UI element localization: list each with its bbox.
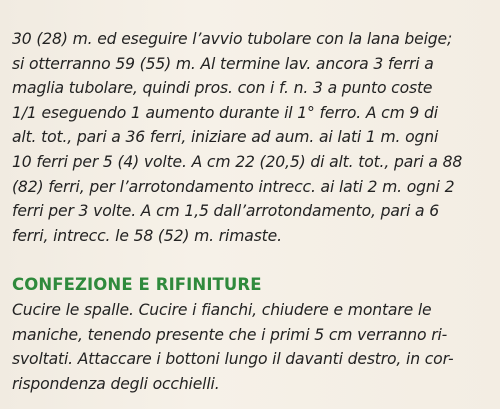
- text-line: alt. tot., pari a 36 ferri, iniziare ad aum. ai lati 1 m. ogni: [12, 128, 439, 147]
- text-line: maglia tubolare, quindi pros. con i f. n. 3 a punto coste: [12, 79, 433, 98]
- text-line: Cucire le spalle. Cucire i fianchi, chiudere e montare le: [12, 301, 432, 319]
- text-line: maniche, tenendo presente che i primi 5 cm verranno ri-: [12, 325, 448, 344]
- text-line: ferri per 3 volte. A cm 1,5 dall’arrotondamento, pari a 6: [12, 202, 440, 221]
- instructions-paragraph: [12, 27, 494, 248]
- text-line: 1/1 eseguendo 1 aumento durante il 1° ferro. A cm 9 di: [12, 103, 438, 122]
- text-line: si otterranno 59 (55) m. Al termine lav. ancora 3 ferri a: [12, 54, 434, 73]
- text-line: rispondenza degli occhielli.: [12, 374, 220, 393]
- text-line: 30 (28) m. ed eseguire l’avvio tubolare con la lana beige;: [12, 30, 453, 48]
- finishing-paragraph: [12, 298, 494, 396]
- text-line: ferri, intrecc. le 58 (52) m. rimaste.: [12, 226, 282, 245]
- text-line: svoltati. Attaccare i bottoni lungo il davanti destro, in cor-: [12, 350, 454, 369]
- text-line: (82) ferri, per l’arrotondamento intrecc. ai lati 2 m. ogni 2: [12, 177, 455, 196]
- text-line: 10 ferri per 5 (4) volte. A cm 22 (20,5) di alt. tot., pari a 88: [12, 152, 463, 171]
- section-heading: CONFEZIONE E RIFINITURE: [12, 275, 262, 294]
